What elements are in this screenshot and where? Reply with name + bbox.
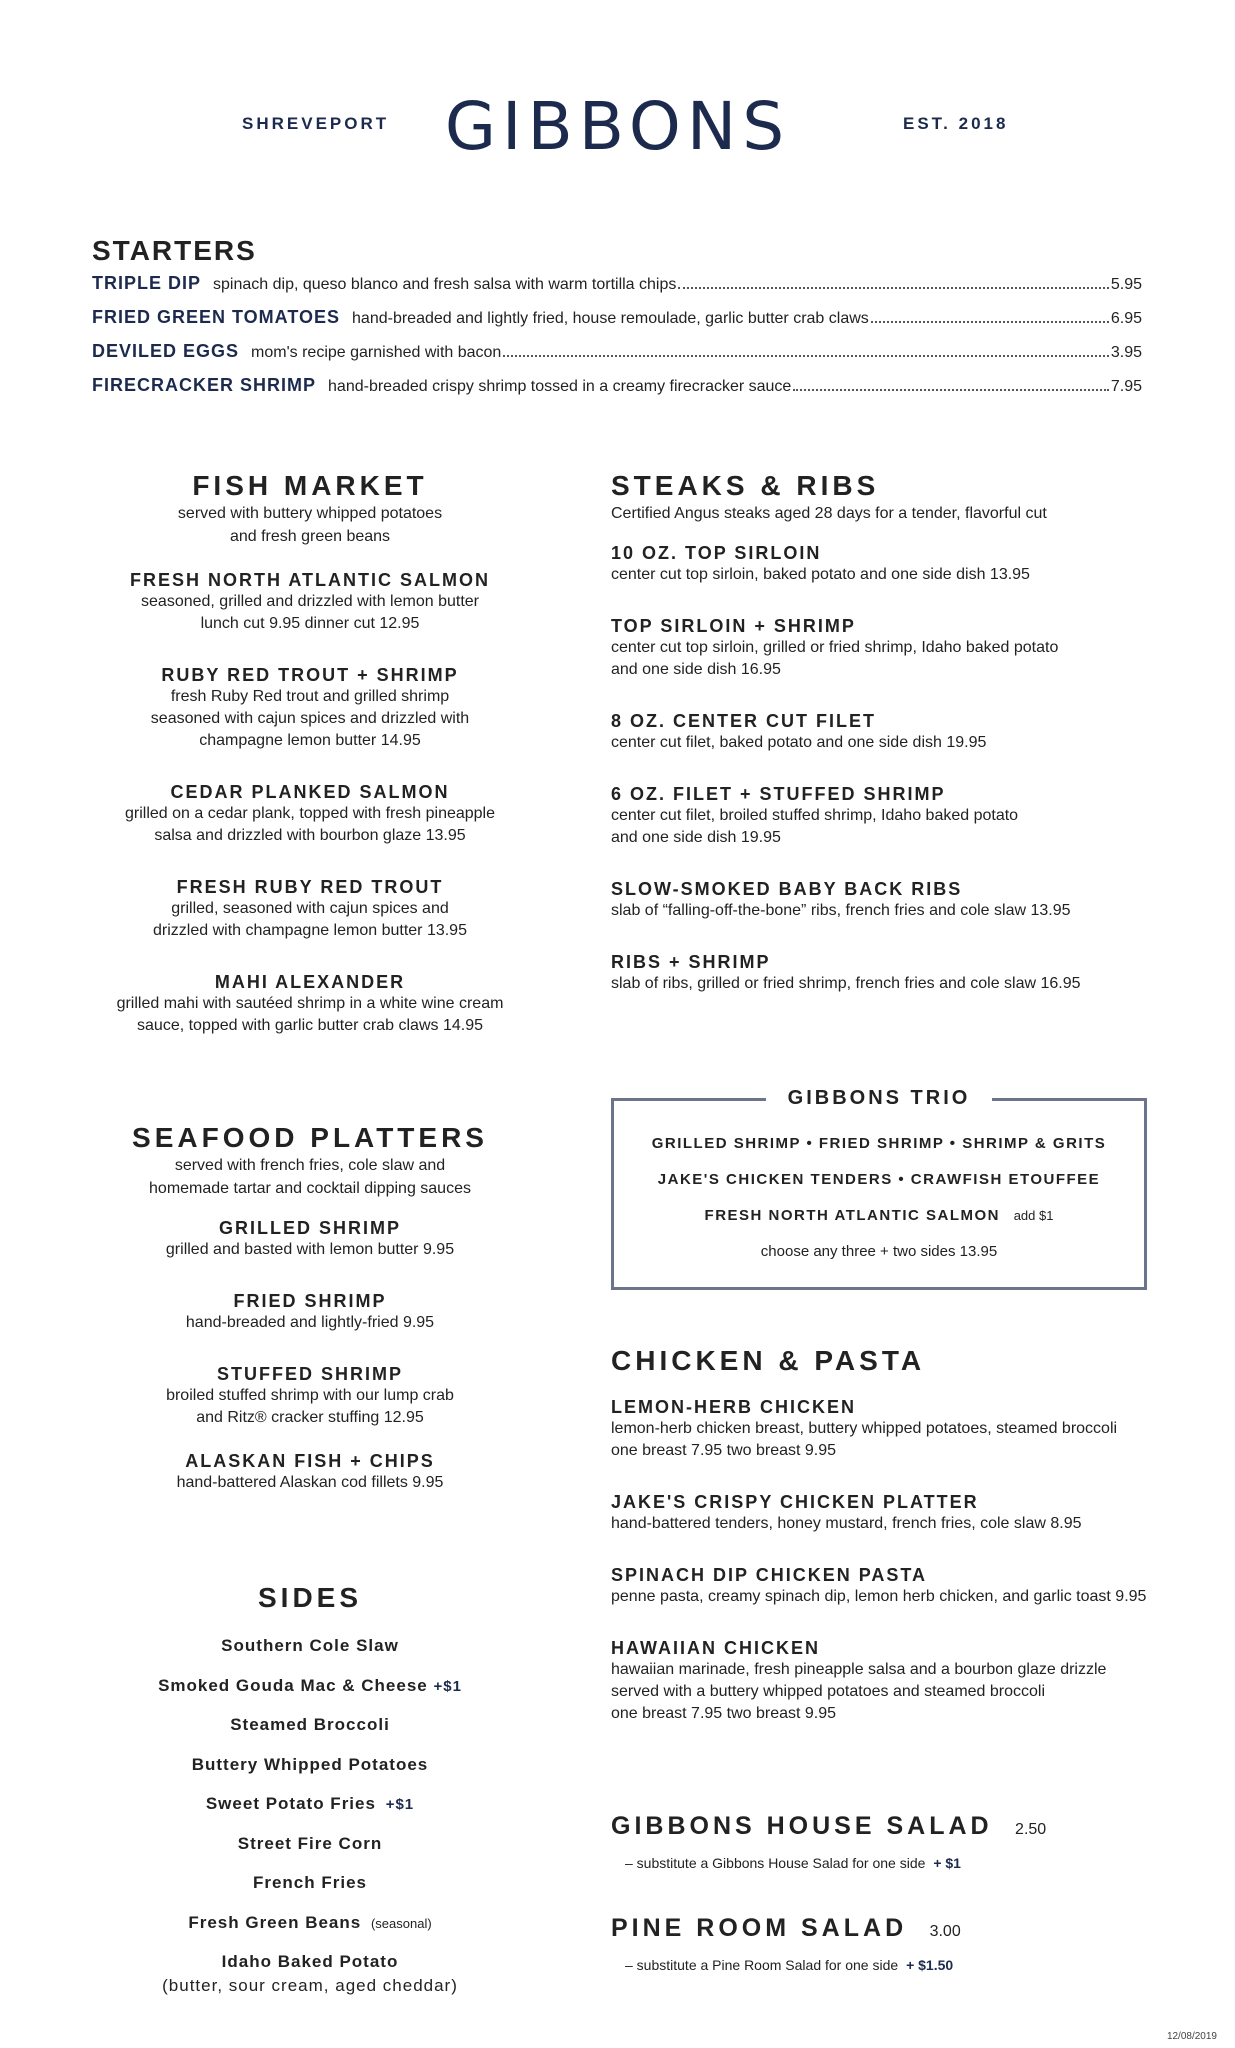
starter-name: TRIPLE DIP [92, 273, 202, 293]
side-item [110, 1676, 510, 1716]
side-item [110, 1913, 510, 1953]
menu-item-desc: center cut top sirloin, grilled or fried shrimp, Idaho baked potato and one side dish 16.95 [611, 639, 1059, 678]
side-name: Buttery Whipped Potatoes [191, 1754, 429, 1774]
dot-leader [503, 355, 1109, 357]
platters-subtitle: served with french fries, cole slaw and homemade tartar and cocktail dipping sauces [149, 1157, 471, 1197]
side-item [110, 1755, 510, 1795]
menu-item-name: 10 OZ. TOP SIRLOIN [611, 543, 822, 563]
side-name: Smoked Gouda Mac & Cheese [158, 1675, 428, 1695]
fish-market-title: FISH MARKET [192, 470, 428, 501]
salad-name: GIBBONS HOUSE SALAD [611, 1812, 993, 1840]
sides-section [110, 1582, 510, 1996]
menu-item-desc: hand-battered Alaskan cod fillets 9.95 [176, 1474, 444, 1491]
salad-name: PINE ROOM SALAD [611, 1914, 908, 1942]
menu-item-desc: broiled stuffed shrimp with our lump crab and Ritz® cracker stuffing 12.95 [166, 1387, 454, 1426]
side-note: (seasonal) [370, 1915, 432, 1931]
side-upcharge: +$1 [433, 1677, 462, 1695]
starters-title: STARTERS [92, 235, 257, 266]
trio-options-line: JAKE'S CHICKEN TENDERS • CRAWFISH ETOUFFEE [657, 1171, 1101, 1188]
salad-price: 3.00 [929, 1923, 961, 1940]
side-name: French Fries [252, 1873, 368, 1892]
menu-item-name: JAKE'S CRISPY CHICKEN PLATTER [611, 1492, 979, 1512]
starter-row [92, 273, 1142, 307]
starter-desc: hand-breaded and lightly fried, house remoulade, garlic butter crab claws [352, 310, 869, 327]
side-item [110, 1636, 510, 1676]
starter-name: FIRECRACKER SHRIMP [92, 375, 317, 395]
menu-item-desc: center cut filet, baked potato and one side dish 19.95 [611, 734, 987, 751]
menu-item-name: FRESH RUBY RED TROUT [176, 877, 444, 897]
menu-item-desc: lemon-herb chicken breast, buttery whipped potatoes, steamed broccoli one breast 7.95 two breast 9.95 [611, 1420, 1118, 1459]
starter-desc: mom's recipe garnished with bacon [251, 344, 502, 361]
menu-item-name: 6 OZ. FILET + STUFFED SHRIMP [611, 784, 946, 804]
print-date: 12/08/2019 [1166, 2031, 1217, 2042]
side-item [110, 1834, 510, 1874]
dot-leader [871, 321, 1109, 323]
starter-desc: spinach dip, queso blanco and fresh salsa with warm tortilla chips [213, 276, 677, 293]
location-label: SHREVEPORT [242, 114, 390, 133]
menu-item-name: FRIED SHRIMP [233, 1291, 387, 1311]
gibbons-trio-box [611, 1087, 1147, 1290]
sides-title: SIDES [257, 1582, 363, 1613]
side-footnote: (butter, sour cream, aged cheddar) [162, 1976, 458, 1995]
side-item [110, 1873, 510, 1913]
side-upcharge: +$1 [385, 1796, 415, 1813]
chicken-title: CHICKEN & PASTA [611, 1345, 926, 1376]
trio-price-line: choose any three + two sides 13.95 [760, 1243, 998, 1260]
side-name: Steamed Broccoli [230, 1715, 390, 1734]
starters-section [92, 235, 1142, 409]
trio-options-line [614, 1207, 1144, 1224]
salad-upcharge: + $1.50 [906, 1957, 954, 1973]
side-name: Street Fire Corn [237, 1833, 383, 1853]
menu-item-name: FRESH NORTH ATLANTIC SALMON [130, 570, 490, 590]
starter-row [92, 375, 1142, 409]
trio-salmon-option: FRESH NORTH ATLANTIC SALMON [704, 1207, 1001, 1224]
menu-item-name: HAWAIIAN CHICKEN [611, 1638, 821, 1658]
established-label: EST. 2018 [903, 114, 1009, 133]
starter-price: 7.95 [1110, 378, 1142, 395]
menu-item-desc: center cut top sirloin, baked potato and one side dish 13.95 [611, 566, 1030, 583]
starter-row [92, 307, 1142, 341]
menu-item-desc: slab of “falling-off-the-bone” ribs, french fries and cole slaw 13.95 [611, 902, 1071, 919]
side-name: Fresh Green Beans [188, 1912, 362, 1932]
starter-price: 6.95 [1110, 310, 1142, 327]
fish-market-subtitle: served with buttery whipped potatoes and fresh green beans [177, 505, 443, 545]
menu-item-name: SPINACH DIP CHICKEN PASTA [611, 1565, 928, 1585]
menu-item-name: CEDAR PLANKED SALMON [170, 782, 450, 802]
menu-item-desc: center cut filet, broiled stuffed shrimp, Idaho baked potato and one side dish 19.95 [611, 807, 1019, 846]
menu-item-name: RIBS + SHRIMP [611, 952, 771, 972]
fish-market-section [90, 470, 530, 1037]
starter-price: 3.95 [1110, 344, 1142, 361]
menu-item-desc: penne pasta, creamy spinach dip, lemon herb chicken, and garlic toast 9.95 [611, 1588, 1147, 1605]
menu-item-desc: fresh Ruby Red trout and grilled shrimp seasoned with cajun spices and drizzled with champagne lemon butter 14.95 [150, 688, 470, 749]
steaks-title: STEAKS & RIBS [611, 470, 880, 501]
steaks-subtitle: Certified Angus steaks aged 28 days for a tender, flavorful cut [611, 505, 1047, 522]
menu-item-desc: hand-breaded and lightly-fried 9.95 [185, 1314, 435, 1331]
menu-item-desc: seasoned, grilled and drizzled with lemon butter lunch cut 9.95 dinner cut 12.95 [141, 593, 479, 632]
menu-item-name: SLOW-SMOKED BABY BACK RIBS [611, 879, 963, 899]
salad-price: 2.50 [1015, 1821, 1047, 1838]
menu-item-desc: slab of ribs, grilled or fried shrimp, french fries and cole slaw 16.95 [611, 975, 1081, 992]
menu-item-desc: hawaiian marinade, fresh pineapple salsa and a bourbon glaze drizzle served with a buttery whipped potatoes and steamed broccoli one breast 7.95 two breast 9.95 [611, 1661, 1107, 1722]
starter-name: DEVILED EGGS [92, 341, 240, 361]
menu-item-name: MAHI ALEXANDER [214, 972, 406, 992]
trio-options-line: GRILLED SHRIMP • FRIED SHRIMP • SHRIMP & GRITS [651, 1135, 1107, 1152]
menu-item-name: RUBY RED TROUT + SHRIMP [161, 665, 459, 685]
salad-substitute-text: – substitute a Gibbons House Salad for one side [625, 1855, 926, 1871]
dot-leader [678, 287, 1108, 289]
side-item [110, 1794, 510, 1834]
menu-item-name: LEMON-HERB CHICKEN [611, 1397, 856, 1417]
side-name: Southern Cole Slaw [221, 1636, 399, 1655]
seafood-platters-section [90, 1122, 530, 1494]
menu-item-desc: hand-battered tenders, honey mustard, french fries, cole slaw 8.95 [611, 1515, 1082, 1532]
menu-item-name: ALASKAN FISH + CHIPS [185, 1451, 435, 1471]
menu-item-name: GRILLED SHRIMP [218, 1218, 401, 1238]
trio-salmon-note: add $1 [1013, 1208, 1054, 1223]
house-salad [611, 1812, 1171, 1871]
salad-upcharge: + $1 [933, 1855, 961, 1871]
trio-title: GIBBONS TRIO [766, 1087, 993, 1109]
menu-item-name: STUFFED SHRIMP [216, 1364, 403, 1384]
starter-desc: hand-breaded crispy shrimp tossed in a creamy firecracker sauce [328, 378, 792, 395]
starter-row [92, 341, 1142, 375]
platters-title: SEAFOOD PLATTERS [132, 1122, 488, 1153]
side-name: Sweet Potato Fries [205, 1794, 376, 1813]
menu-item-desc: grilled on a cedar plank, topped with fresh pineapple salsa and drizzled with bourbon glaze 13.95 [124, 805, 496, 844]
salad-substitute-text: – substitute a Pine Room Salad for one side [625, 1957, 899, 1973]
menu-item-desc: grilled, seasoned with cajun spices and drizzled with champagne lemon butter 13.95 [153, 900, 467, 939]
steaks-section [611, 470, 1171, 995]
chicken-pasta-section [611, 1345, 1191, 1725]
pine-room-salad [611, 1914, 1171, 1973]
side-item [110, 1715, 510, 1755]
menu-item-desc: grilled mahi with sautéed shrimp in a white wine cream sauce, topped with garlic butter crab claws 14.95 [116, 995, 504, 1034]
starter-name: FRIED GREEN TOMATOES [92, 307, 341, 327]
side-name: Idaho Baked Potato [221, 1952, 399, 1971]
menu-item-desc: grilled and basted with lemon butter 9.95 [165, 1241, 455, 1258]
menu-item-name: 8 OZ. CENTER CUT FILET [611, 711, 877, 731]
restaurant-logo: GIBBONS [444, 88, 791, 165]
dot-leader [793, 389, 1109, 391]
starter-price: 5.95 [1110, 276, 1142, 293]
menu-item-name: TOP SIRLOIN + SHRIMP [611, 616, 856, 636]
side-item [110, 1952, 510, 1976]
